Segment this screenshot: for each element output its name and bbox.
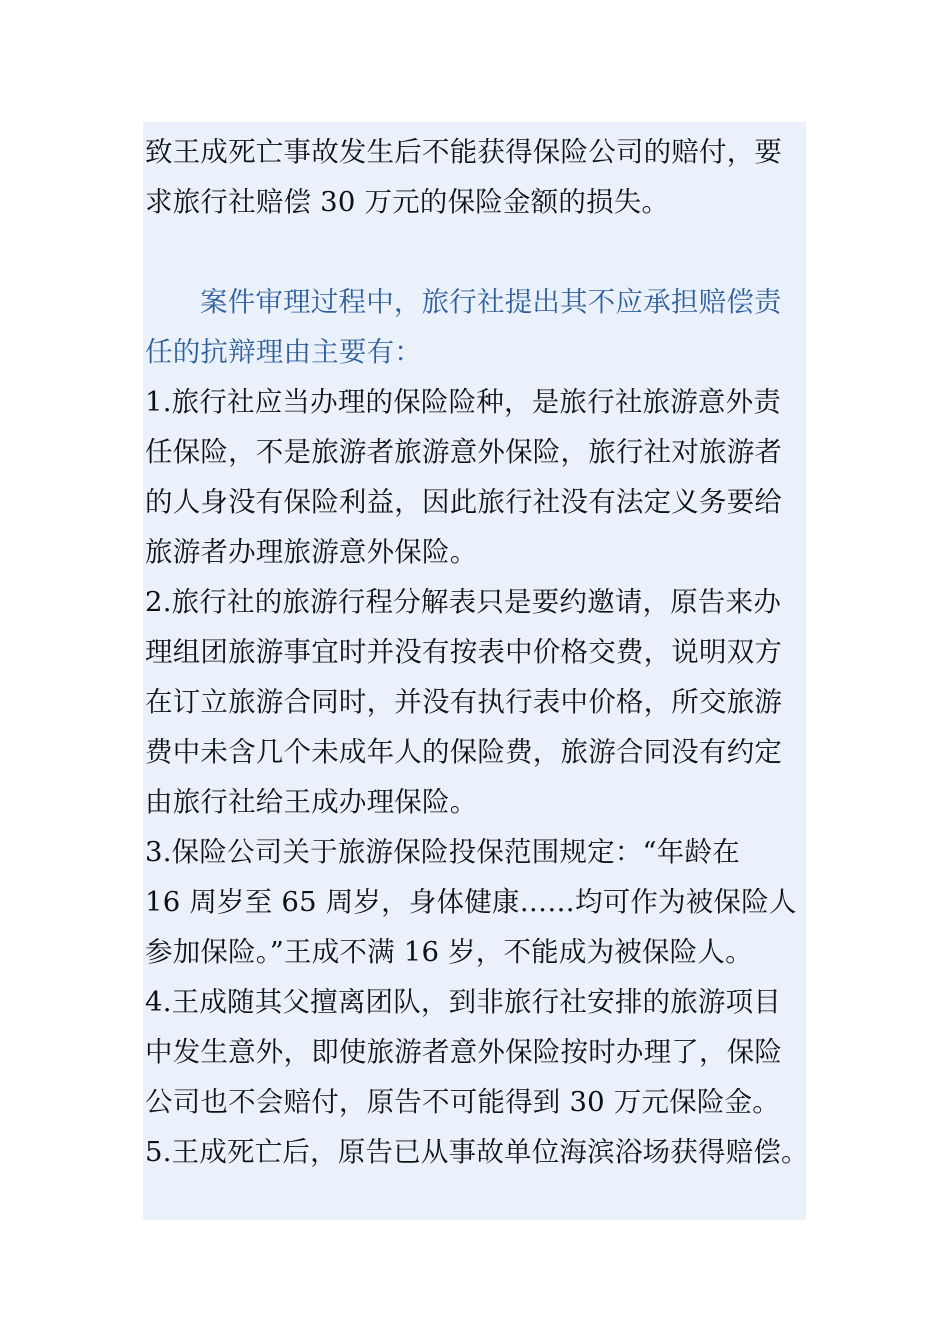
point-1-line-3: 的人身没有保险利益，因此旅行社没有法定义务要给 bbox=[145, 486, 783, 518]
point-2-line-5: 由旅行社给王成办理保险。 bbox=[145, 786, 478, 818]
point-1-line-1: 1.旅行社应当办理的保险险种，是旅行社旅游意外责 bbox=[145, 386, 782, 418]
point-1-line-2: 任保险，不是旅游者旅游意外保险，旅行社对旅游者 bbox=[145, 436, 783, 468]
point-4-line-1: 4.王成随其父擅离团队，到非旅行社安排的旅游项目 bbox=[145, 986, 782, 1018]
point-4-line-3: 公司也不会赔付，原告不可能得到 30 万元保险金。 bbox=[145, 1086, 780, 1118]
heading-line-2: 任的抗辩理由主要有： bbox=[145, 336, 422, 368]
point-5-line-1: 5.王成死亡后，原告已从事故单位海滨浴场获得赔偿。 bbox=[145, 1136, 809, 1168]
point-3-line-2: 16 周岁至 65 周岁，身体健康……均可作为被保险人 bbox=[145, 886, 797, 918]
point-2-line-4: 费中未含几个未成年人的保险费，旅游合同没有约定 bbox=[145, 736, 783, 768]
point-2-line-2: 理组团旅游事宜时并没有按表中价格交费，说明双方 bbox=[145, 636, 783, 668]
intro-line-1: 致王成死亡事故发生后不能获得保险公司的赔付，要 bbox=[145, 136, 783, 168]
point-2-line-3: 在订立旅游合同时，并没有执行表中价格，所交旅游 bbox=[145, 686, 783, 718]
point-3-line-3: 参加保险。”王成不满 16 岁，不能成为被保险人。 bbox=[145, 936, 753, 968]
intro-line-2: 求旅行社赔偿 30 万元的保险金额的损失。 bbox=[145, 186, 670, 218]
point-1-line-4: 旅游者办理旅游意外保险。 bbox=[145, 536, 478, 568]
point-4-line-2: 中发生意外，即使旅游者意外保险按时办理了，保险 bbox=[145, 1036, 783, 1068]
point-3-line-1: 3.保险公司关于旅游保险投保范围规定：“年龄在 bbox=[145, 836, 740, 868]
heading-line-1: 案件审理过程中，旅行社提出其不应承担赔偿责 bbox=[200, 286, 782, 318]
point-2-line-1: 2.旅行社的旅游行程分解表只是要约邀请，原告来办 bbox=[145, 586, 782, 618]
